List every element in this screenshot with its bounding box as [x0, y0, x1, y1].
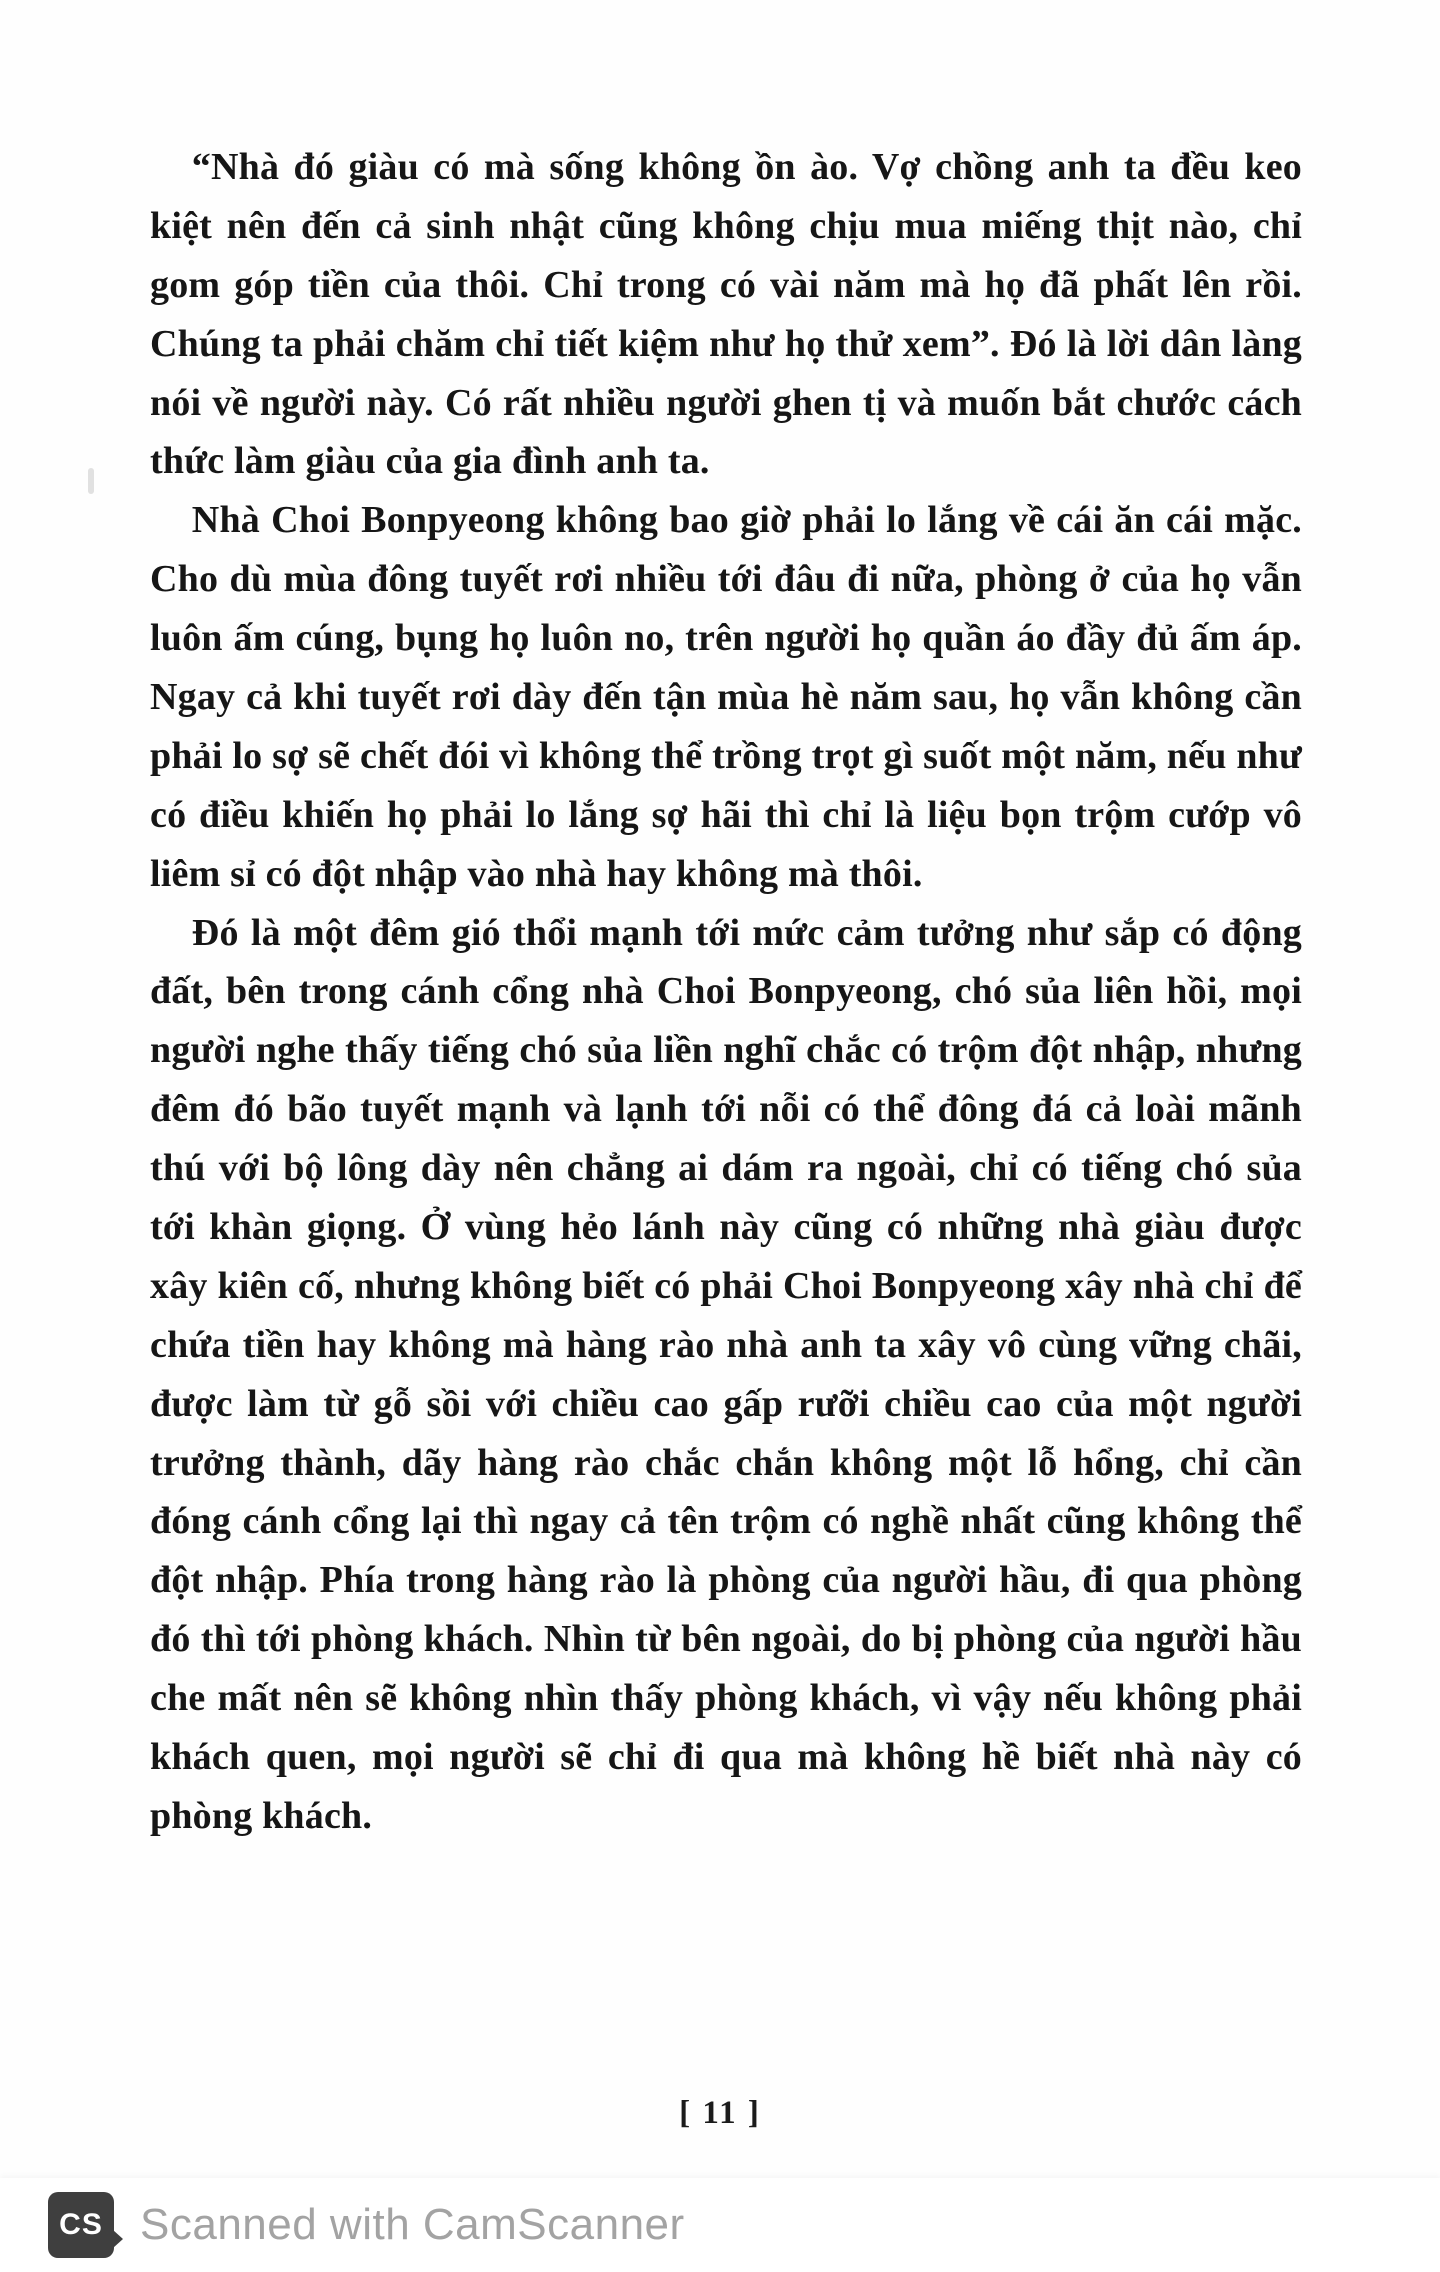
camscanner-logo-icon [48, 2192, 114, 2258]
camscanner-label: Scanned with CamScanner [140, 2200, 685, 2249]
camscanner-watermark-bar [0, 2178, 1440, 2272]
paragraph-1: “Nhà đó giàu có mà sống không ồn ào. Vợ chồng anh ta đều keo kiệt nên đến cả sinh nhật cũng không chịu mua miếng thịt nào, chỉ gom góp tiền của thôi. Chỉ trong có vài năm mà họ đã phất lên rồi. Chúng ta phải chăm chỉ tiết kiệm như họ thử xem”. Đó là lời dân làng nói về người này. Có rất nhiều người ghen tị và muốn bắt chước cách thức làm giàu của gia đình anh ta. [150, 146, 1302, 483]
paragraph-3: Đó là một đêm gió thổi mạnh tới mức cảm tưởng như sắp có động đất, bên trong cánh cổng nhà Choi Bonpyeong, chó sủa liên hồi, mọi người nghe thấy tiếng chó sủa liền nghĩ chắc có trộm đột nhập, nhưng đêm đó bão tuyết mạnh và lạnh tới nỗi có thể đông đá cả loài mãnh thú với bộ lông dày nên chẳng ai dám ra ngoài, chỉ có tiếng chó sủa tới khàn giọng. Ở vùng hẻo lánh này cũng có những nhà giàu được xây kiên cố, nhưng không biết có phải Choi Bonpyeong xây nhà chỉ để chứa tiền hay không mà hàng rào nhà anh ta xây vô cùng vững chãi, được làm từ gỗ sồi với chiều cao gấp rưỡi chiều cao của một người trưởng thành, dãy hàng rào chắc chắn không một lỗ hổng, chỉ cần đóng cánh cổng lại thì ngay cả tên trộm có nghề nhất cũng không thể đột nhập. Phía trong hàng rào là phòng của người hầu, đi qua phòng đó thì tới phòng khách. Nhìn từ bên ngoài, do bị phòng của người hầu che mất nên sẽ không nhìn thấy phòng khách, vì vậy nếu không phải khách quen, mọi người sẽ chỉ đi qua mà không hề biết nhà này có phòng khách. [150, 911, 1302, 1837]
scan-artifact-mark [88, 468, 94, 494]
camscanner-logo-text: CS [59, 2208, 103, 2241]
paragraph-2: Nhà Choi Bonpyeong không bao giờ phải lo lắng về cái ăn cái mặc. Cho dù mùa đông tuyết rơi nhiều tới đâu đi nữa, phòng ở của họ vẫn luôn ấm cúng, bụng họ luôn no, trên người họ quần áo đầy đủ ấm áp. Ngay cả khi tuyết rơi dày đến tận mùa hè năm sau, họ vẫn không cần phải lo sợ sẽ chết đói vì không thể trồng trọt gì suốt một năm, nếu như có điều khiến họ phải lo lắng sợ hãi thì chỉ là liệu bọn trộm cướp vô liêm sỉ có đột nhập vào nhà hay không mà thôi. [150, 499, 1302, 895]
page-number: [ 11 ] [679, 2095, 761, 2131]
body-text [150, 138, 1302, 1846]
